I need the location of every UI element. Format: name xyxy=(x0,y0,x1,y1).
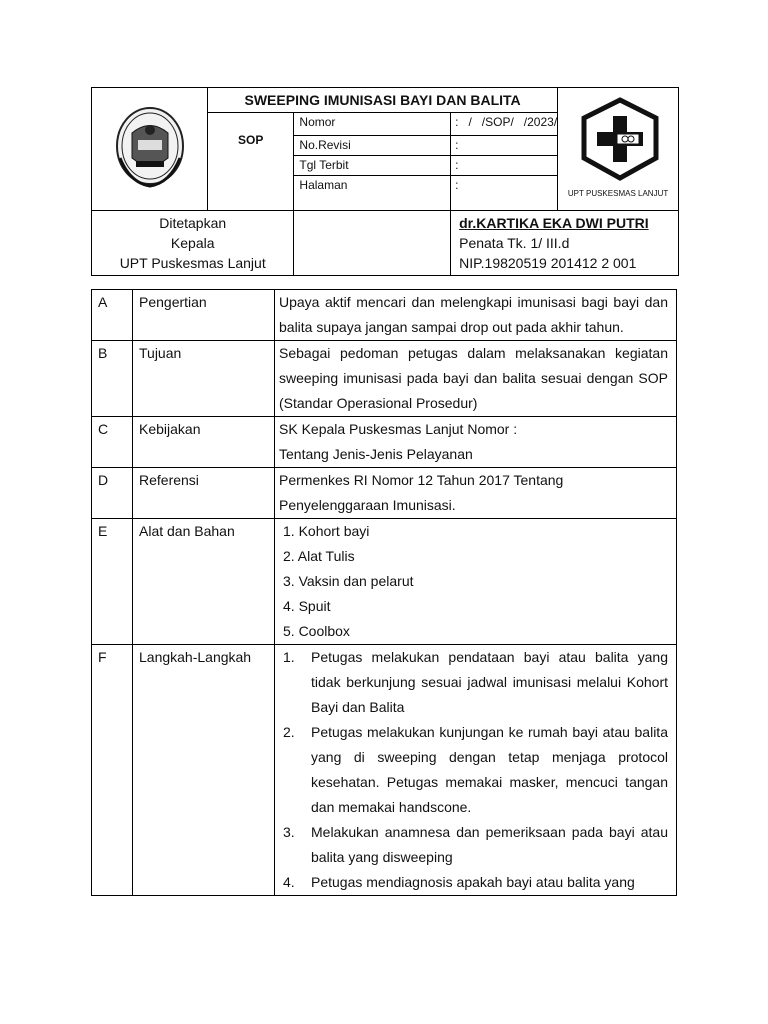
sop-header-table xyxy=(91,87,679,276)
section-key: Kebijakan xyxy=(133,417,275,468)
established-by xyxy=(92,211,294,276)
step-number: 2. xyxy=(283,724,295,740)
policy-line: SK Kepala Puskesmas Lanjut Nomor : xyxy=(279,421,518,437)
step-text: Melakukan anamnesa dan pemeriksaan pada bayi atau balita yang disweeping xyxy=(311,824,668,865)
section-row-b xyxy=(92,341,677,417)
step-number: 3. xyxy=(283,824,295,840)
step-text: Petugas mendiagnosis apakah bayi atau balita yang xyxy=(311,874,635,890)
reference-line: Penyelenggaraan Imunisasi. xyxy=(279,497,456,513)
signer-nip: NIP.19820519 201412 2 001 xyxy=(459,255,637,271)
section-letter: C xyxy=(92,417,133,468)
regency-logo-cell xyxy=(92,88,208,211)
step-item xyxy=(279,720,668,820)
meta-value-nomor: : / /SOP/ /2023/ xyxy=(451,113,558,136)
section-text: Sebagai pedoman petugas dalam melaksanakan kegiatan sweeping imunisasi pada bayi dan balita sesuai dengan SOP (Standar Operasional Prosedur) xyxy=(275,341,677,417)
meta-label-halaman: Halaman xyxy=(294,176,451,211)
section-key: Pengertian xyxy=(133,290,275,341)
sop-label: SOP xyxy=(208,113,294,211)
meta-value-revisi: : xyxy=(451,136,558,156)
section-steps xyxy=(275,645,677,896)
sop-content-table xyxy=(91,289,677,896)
list-item: 5. Coolbox xyxy=(283,623,350,639)
section-letter: F xyxy=(92,645,133,896)
signer-name: dr.KARTIKA EKA DWI PUTRI xyxy=(459,215,649,231)
step-number: 4. xyxy=(283,874,295,890)
meta-value-halaman: : xyxy=(451,176,558,211)
section-letter: E xyxy=(92,519,133,645)
step-item xyxy=(279,820,668,870)
meta-label-revisi: No.Revisi xyxy=(294,136,451,156)
step-item xyxy=(279,870,668,895)
meta-label-nomor: Nomor xyxy=(294,113,451,136)
section-row-c xyxy=(92,417,677,468)
established-line-2: Kepala xyxy=(170,235,215,251)
step-text: Petugas melakukan kunjungan ke rumah bayi atau balita yang di sweeping dengan tetap menjaga protocol kesehatan. Petugas memakai masker, mencuci tangan dan memakai handscone. xyxy=(311,724,668,815)
step-item xyxy=(279,645,668,720)
reference-line: Permenkes RI Nomor 12 Tahun 2017 Tentang xyxy=(279,472,564,488)
section-text xyxy=(275,417,677,468)
section-text: Upaya aktif mencari dan melengkapi imunisasi bagi bayi dan balita supaya jangan sampai drop out pada akhir tahun. xyxy=(275,290,677,341)
puskesmas-logo-icon xyxy=(558,88,683,205)
established-line-3: UPT Puskesmas Lanjut xyxy=(119,255,266,271)
section-letter: A xyxy=(92,290,133,341)
section-key: Tujuan xyxy=(133,341,275,417)
signature-cell xyxy=(294,211,451,276)
section-row-f xyxy=(92,645,677,896)
list-item: 3. Vaksin dan pelarut xyxy=(283,573,414,589)
established-line-1: Ditetapkan xyxy=(159,215,227,231)
section-key: Langkah-Langkah xyxy=(133,645,275,896)
step-text: Petugas melakukan pendataan bayi atau balita yang tidak berkunjung sesuai jadwal imunisasi melalui Kohort Bayi dan Balita xyxy=(311,649,668,715)
list-item: 4. Spuit xyxy=(283,598,331,614)
regency-emblem-icon xyxy=(92,88,207,205)
section-key: Referensi xyxy=(133,468,275,519)
section-letter: D xyxy=(92,468,133,519)
document-title: SWEEPING IMUNISASI BAYI DAN BALITA xyxy=(208,88,558,113)
list-item: 1. Kohort bayi xyxy=(283,523,370,539)
section-letter: B xyxy=(92,341,133,417)
section-list xyxy=(275,519,677,645)
section-key: Alat dan Bahan xyxy=(133,519,275,645)
policy-line: Tentang Jenis-Jenis Pelayanan xyxy=(279,446,473,462)
meta-label-tgl-terbit: Tgl Terbit xyxy=(294,156,451,176)
section-text xyxy=(275,468,677,519)
puskesmas-logo-cell xyxy=(558,88,679,211)
list-item: 2. Alat Tulis xyxy=(283,548,355,564)
signer-rank: Penata Tk. 1/ III.d xyxy=(459,235,570,251)
puskesmas-logo-caption: UPT PUSKESMAS LANJUT xyxy=(567,189,669,198)
section-row-e xyxy=(92,519,677,645)
section-row-d xyxy=(92,468,677,519)
step-number: 1. xyxy=(283,649,295,665)
section-row-a xyxy=(92,290,677,341)
meta-value-tgl-terbit: : xyxy=(451,156,558,176)
signer-block xyxy=(451,211,679,276)
